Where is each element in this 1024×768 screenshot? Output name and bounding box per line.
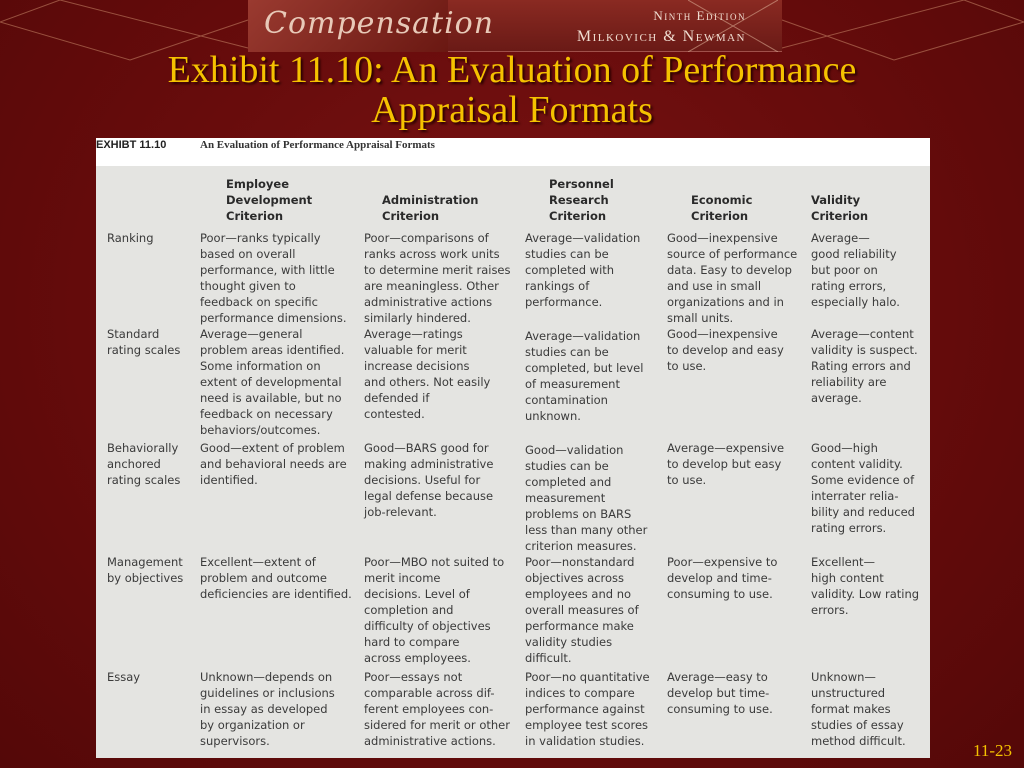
slide-title-line-1: Exhibit 11.10: An Evaluation of Performance bbox=[167, 49, 857, 91]
cell-standard-research: Average—validation studies can be completed, but level of measurement contamination unknown. bbox=[525, 329, 644, 423]
cell-ranking-development: Poor—ranks typically based on overall performance, with little thought given to feedback on specific performance dimensions. bbox=[200, 231, 347, 325]
exhibit-label: EXHIBT 11.10 bbox=[96, 139, 167, 151]
slide-title-line-2: Appraisal Formats bbox=[371, 89, 653, 131]
cell-standard-validity: Average—content validity is suspect. Rating errors and reliability are average. bbox=[811, 327, 918, 405]
banner-script-title: Compensation bbox=[264, 6, 495, 41]
book-banner bbox=[248, 0, 782, 52]
banner-authors: Milkovich & Newman bbox=[576, 28, 746, 45]
cell-standard-development: Average—general problem areas identified. Some information on extent of developmental need is available, but no feedback on necessary behaviors/outcomes. bbox=[200, 327, 345, 437]
exhibit-caption: An Evaluation of Performance Appraisal Formats bbox=[200, 139, 435, 151]
cell-ranking-validity: Average— good reliability but poor on rating errors, especially halo. bbox=[811, 231, 900, 309]
cell-bars-economic: Average—expensive to develop but easy to use. bbox=[667, 441, 785, 487]
cell-mbo-administration: Poor—MBO not suited to merit income decisions. Level of completion and difficulty of objectives hard to compare across employees. bbox=[364, 555, 505, 665]
column-header-employee-development: Employee Development Criterion bbox=[226, 177, 313, 223]
cell-essay-research: Poor—no quantitative indices to compare performance against employee test scores in validation studies. bbox=[525, 670, 650, 748]
cell-ranking-economic: Good—inexpensive source of performance data. Easy to develop and use in small organizations and in small units. bbox=[667, 231, 798, 325]
slide-title bbox=[0, 50, 1024, 130]
cell-standard-economic: Good—inexpensive to develop and easy to use. bbox=[667, 327, 784, 373]
cell-ranking-administration: Poor—comparisons of ranks across work units to determine merit raises are meaningless. Other administrative actions similarly hindered. bbox=[364, 231, 511, 325]
cell-bars-research: Good—validation studies can be completed and measurement problems on BARS less than many other criterion measures. bbox=[525, 443, 648, 553]
cell-essay-administration: Poor—essays not comparable across dif- ferent employees con- sidered for merit or other administrative actions. bbox=[364, 670, 510, 748]
row-label-ranking: Ranking bbox=[107, 231, 154, 245]
cell-mbo-development: Excellent—extent of problem and outcome deficiencies are identified. bbox=[200, 555, 352, 601]
cell-standard-administration: Average—ratings valuable for merit increase decisions and others. Not easily defended if contested. bbox=[364, 327, 491, 421]
cell-bars-administration: Good—BARS good for making administrative decisions. Useful for legal defense because job-relevant. bbox=[364, 441, 494, 519]
cell-essay-development: Unknown—depends on guidelines or inclusions in essay as developed by organization or supervisors. bbox=[200, 670, 335, 748]
cell-mbo-economic: Poor—expensive to develop and time- consuming to use. bbox=[667, 555, 778, 601]
cell-bars-development: Good—extent of problem and behavioral needs are identified. bbox=[200, 441, 347, 487]
exhibit-table-image bbox=[96, 138, 930, 758]
row-label-behaviorally-anchored: Behaviorally anchored rating scales bbox=[107, 441, 181, 487]
column-header-personnel-research: Personnel Research Criterion bbox=[549, 177, 614, 223]
column-header-validity: Validity Criterion bbox=[811, 193, 869, 223]
row-label-management-by-objectives: Management by objectives bbox=[107, 555, 184, 585]
cell-bars-validity: Good—high content validity. Some evidence of interrater relia- bility and reduced rating errors. bbox=[811, 441, 915, 535]
cell-essay-validity: Unknown— unstructured format makes studies of essay method difficult. bbox=[811, 670, 906, 748]
slide-page-number: 11-23 bbox=[972, 741, 1012, 760]
banner-edition: Ninth Edition bbox=[653, 8, 746, 23]
cell-essay-economic: Average—easy to develop but time- consuming to use. bbox=[667, 670, 773, 716]
column-header-administration: Administration Criterion bbox=[382, 193, 479, 223]
banner-logo-panel bbox=[248, 0, 495, 52]
cell-mbo-validity: Excellent— high content validity. Low rating errors. bbox=[811, 555, 920, 617]
row-label-essay: Essay bbox=[107, 670, 141, 684]
exhibit-table bbox=[96, 166, 930, 758]
exhibit-header bbox=[96, 138, 930, 166]
cell-ranking-research: Average—validation studies can be completed with rankings of performance. bbox=[525, 231, 641, 309]
cell-mbo-research: Poor—nonstandard objectives across employees and no overall measures of performance make validity studies difficult. bbox=[525, 555, 639, 665]
column-header-economic: Economic Criterion bbox=[691, 193, 753, 223]
row-label-standard-rating-scales: Standard rating scales bbox=[107, 327, 181, 357]
